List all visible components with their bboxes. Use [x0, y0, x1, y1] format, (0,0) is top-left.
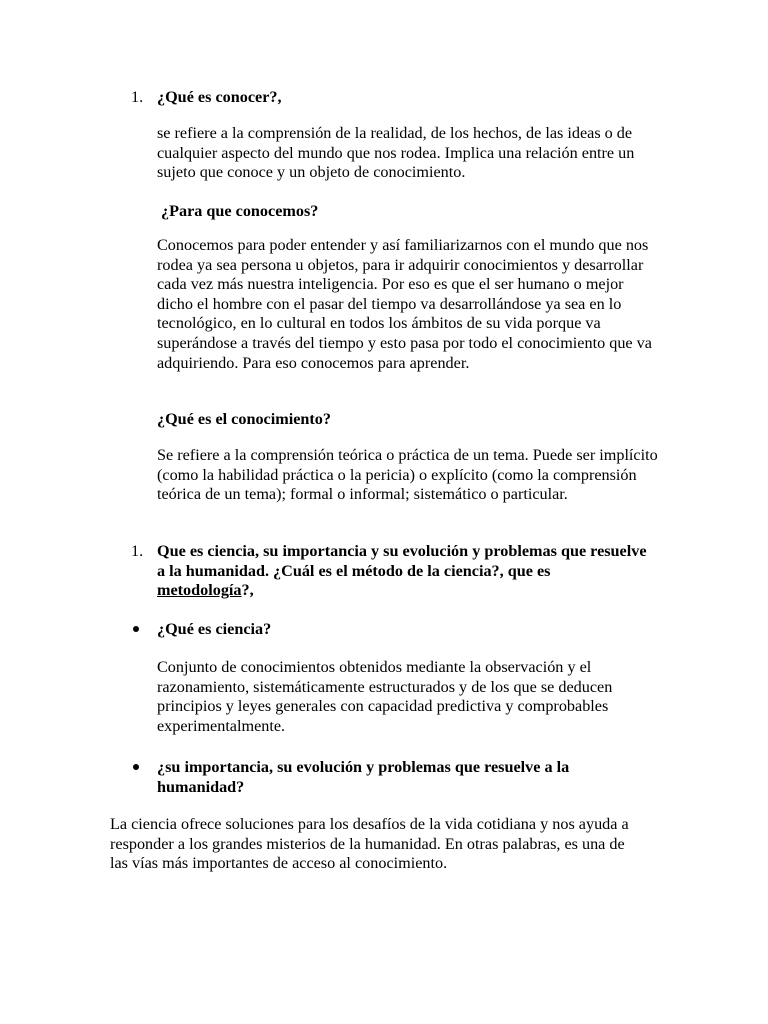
paragraph-closing: La ciencia ofrece soluciones para los desafíos de la vida cotidiana y nos ayuda a responder a los grandes misterios de la humanidad. En otras palabras, es una de las vías más importantes de acceso al conocimiento. [110, 815, 629, 873]
bullet-heading-importancia: ¿su importancia, su evolución y problemas que resuelve a la humanidad? [157, 758, 570, 796]
paragraph-conocimiento: Se refiere a la comprensión teórica o práctica de un tema. Puede ser implícito (como la habilidad práctica o la pericia) o explícito (como la comprensión teórica de un tema); formal o informal; sistemático o particular. [157, 446, 658, 504]
section-heading-que-es-conocer: ¿Qué es conocer?, [157, 88, 282, 106]
subheading-para-que-conocemos: ¿Para que conocemos? [161, 202, 319, 220]
list-number: 1. [131, 88, 144, 106]
bullet-icon [133, 764, 139, 770]
bullet-heading-que-es-ciencia: ¿Qué es ciencia? [157, 620, 272, 638]
paragraph-ciencia: Conjunto de conocimientos obtenidos mediante la observación y el razonamiento, sistemáticamente estructurados y de los que se deducen principios y leyes generales con capacidad predictiva y comprobables experimentalmente. [157, 658, 613, 735]
paragraph-conocer: se refiere a la comprensión de la realidad, de los hechos, de las ideas o de cualquier aspecto del mundo que nos rodea. Implica una relación entre un sujeto que conoce y un objeto de conocimiento. [157, 124, 635, 182]
metodologia-link[interactable]: metodología [157, 581, 242, 600]
list-number: 1. [131, 542, 144, 560]
paragraph-para-que-conocemos: Conocemos para poder entender y así familiarizarnos con el mundo que nos rodea ya sea persona u objetos, para ir adquirir conocimientos y desarrollar cada vez más nuestra inteligencia. Por eso es que el ser humano o mejor dicho el hombre con el pasar del tiempo va desarrollándose ya sea en lo tecnológico, en lo cultural en todos los ámbitos de su vida porque va superándose a través del tiempo y esto pasa por todo el conocimiento que va adquiriendo. Para eso conocemos para aprender. [157, 236, 652, 372]
heading-text: ?, [241, 581, 254, 600]
section-heading-que-es-ciencia [157, 542, 647, 601]
bullet-icon [133, 626, 139, 632]
subheading-que-es-el-conocimiento: ¿Qué es el conocimiento? [157, 410, 331, 428]
heading-text: Que es ciencia, su importancia y su evolución y problemas que resuelve a la humanidad. ¿Cuál es el método de la ciencia?, que es [157, 542, 647, 580]
